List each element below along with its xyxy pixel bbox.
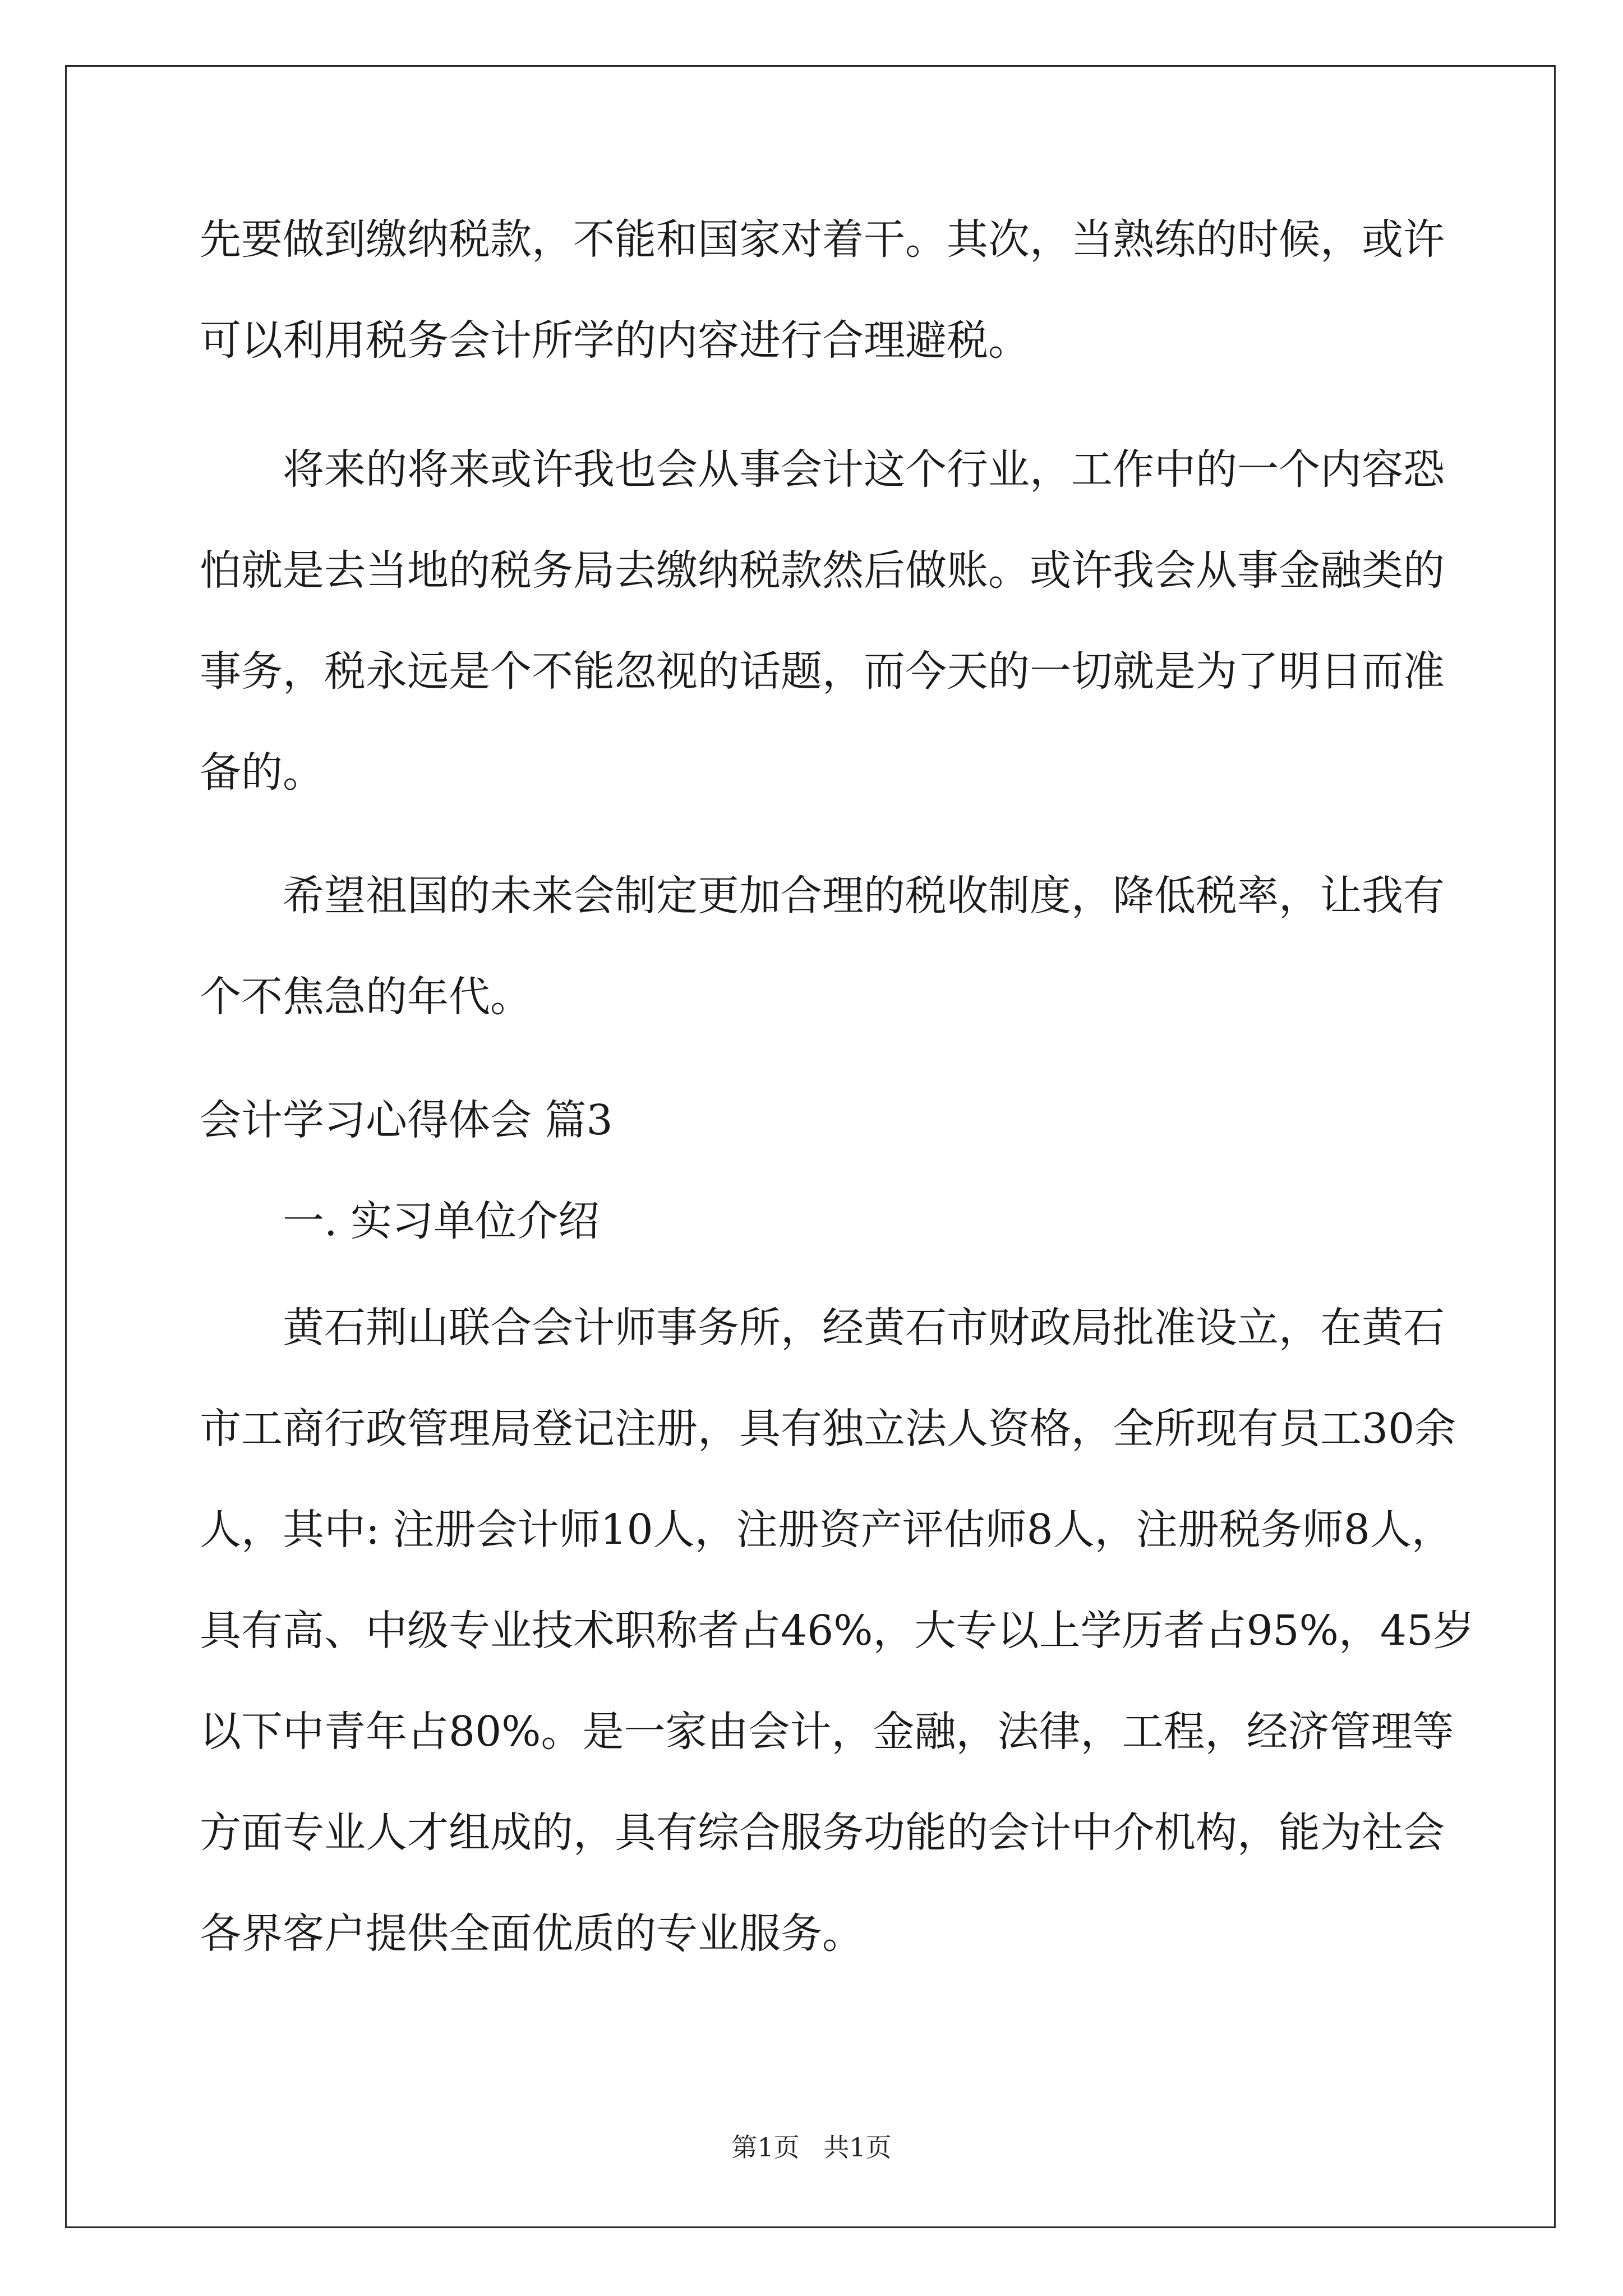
subsection-heading: 一. 实习单位介绍 <box>283 1197 600 1245</box>
text-line: 可以利用税务会计所学的内容进行合理避税。 <box>200 316 1030 365</box>
text-line: 个不焦急的年代。 <box>200 973 532 1021</box>
text-line: 人，其中: 注册会计师10人，注册资产评估师8人，注册税务师8人， <box>200 1506 1453 1554</box>
text-line: 市工商行政管理局登记注册，具有独立法人资格，全所现有员工30余 <box>200 1405 1456 1453</box>
text-line: 希望祖国的未来会制定更加合理的税收制度，降低税率，让我有 <box>283 872 1445 920</box>
text-line: 怕就是去当地的税务局去缴纳税款然后做账。或许我会从事金融类的 <box>200 546 1445 595</box>
text-line: 方面专业人才组成的，具有综合服务功能的会计中介机构，能为社会 <box>200 1809 1445 1857</box>
text-line: 黄石荆山联合会计师事务所，经黄石市财政局批准设立，在黄石 <box>283 1304 1445 1352</box>
text-line: 事务，税永远是个不能忽视的话题，而今天的一切就是为了明日而准 <box>200 647 1445 696</box>
section-heading: 会计学习心得体会 篇3 <box>200 1096 613 1144</box>
page-number: 第1页 <box>731 2132 800 2162</box>
text-line: 以下中青年占80%。是一家由会计，金融，法律，工程，经济管理等 <box>200 1708 1454 1756</box>
text-line: 先要做到缴纳税款，不能和国家对着干。其次，当熟练的时候，或许 <box>200 215 1445 264</box>
text-line: 将来的将来或许我也会从事会计这个行业，工作中的一个内容恐 <box>283 445 1445 494</box>
page-footer <box>0 2127 1623 2164</box>
page-total: 共1页 <box>823 2132 892 2162</box>
text-line: 具有高、中级专业技术职称者占46%，大专以上学历者占95%，45岁 <box>200 1607 1475 1655</box>
text-line: 备的。 <box>200 748 324 797</box>
text-line: 各界客户提供全面优质的专业服务。 <box>200 1910 864 1958</box>
page-border <box>65 65 1556 2228</box>
